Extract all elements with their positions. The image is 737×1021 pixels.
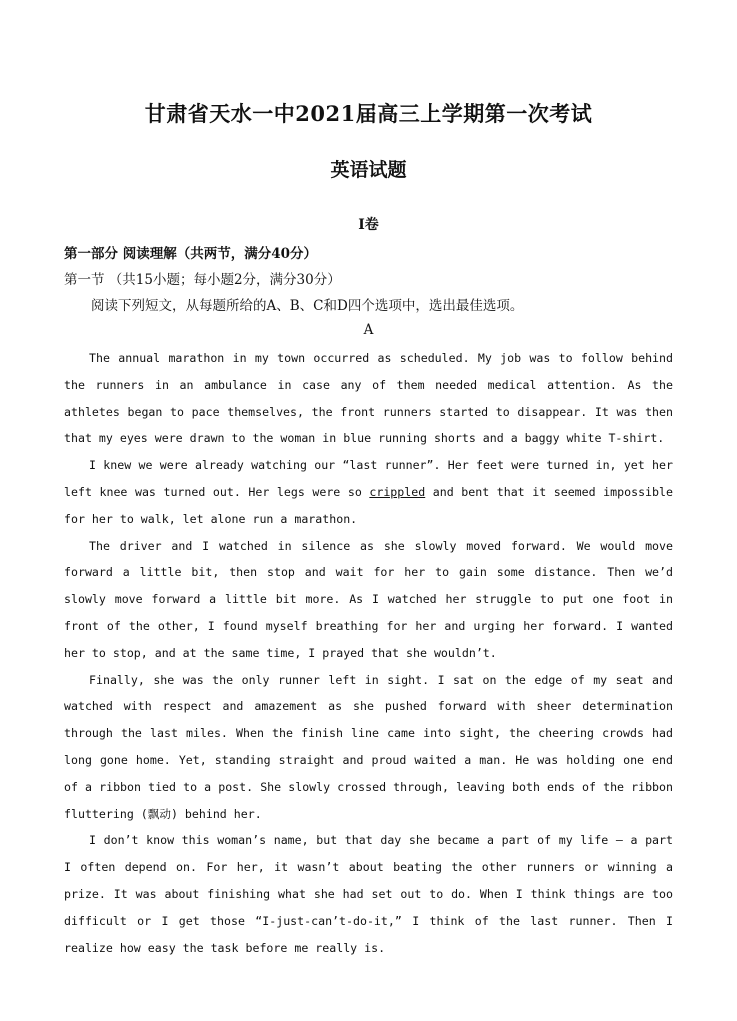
exam-subtitle: 英语试题 [330, 159, 407, 181]
section-heading: 第一节 （共15小题；每小题2分，满分30分） [64, 272, 341, 288]
instructions: 阅读下列短文，从每题所给的A、B、C和D四个选项中，选出最佳选项。 [91, 298, 524, 314]
paragraph-2-after: and bent that it seemed impossible for her to walk, let alone run a marathon. [64, 484, 673, 526]
part-heading: 第一部分 阅读理解（共两节，满分40分） [64, 246, 317, 262]
passage-label: A [363, 322, 374, 338]
passage-body [64, 345, 673, 961]
volume-heading: I卷 [358, 217, 379, 233]
paragraph-3: The driver and I watched in silence as she slowly moved forward. We would move forward a little bit, then stop and wait for her to gain some distance. Then we’d slowly move forward a little bit more. As I watched her struggle to put one foot in front of the other, I found myself breathing for her and urging her forward. I wanted her to stop, and at the same time, I prayed that she wouldn’t. [64, 538, 673, 660]
paragraph-4: Finally, she was the only runner left in sight. I sat on the edge of my seat and watched with respect and amazement as she pushed forward with sheer determination through the last miles. When the finish line came into sight, the cheering crowds had long gone home. Yet, standing straight and proud waited a man. He was holding one end of a ribbon tied to a post. She slowly crossed through, leaving both ends of the ribbon fluttering (飘动) behind her. [64, 672, 673, 821]
exam-title: 甘肃省天水一中2021届高三上学期第一次考试 [144, 101, 593, 126]
underlined-word: crippled [369, 484, 426, 499]
paragraph-2 [64, 452, 673, 532]
paragraph-5: I don’t know this woman’s name, but that day she became a part of my life — a part I often depend on. For her, it wasn’t about beating the other runners or winning a prize. It was about finishing what she had set out to do. When I think things are too difficult or I get those “I-just-can’t-do-it,” I think of the last runner. Then I realize how easy the task before me really is. [64, 833, 673, 955]
paragraph-2-before: I knew we were already watching our “last runner”. Her feet were turned in, yet her left knee was turned out. Her legs were so [64, 458, 673, 499]
paragraph-1: The annual marathon in my town occurred as scheduled. My job was to follow behind the runners in an ambulance in case any of them needed medical attention. As the athletes began to pace themselves, the front runners started to disappear. It was then that my eyes were drawn to the woman in blue running shorts and a baggy white T-shirt. [64, 351, 673, 446]
